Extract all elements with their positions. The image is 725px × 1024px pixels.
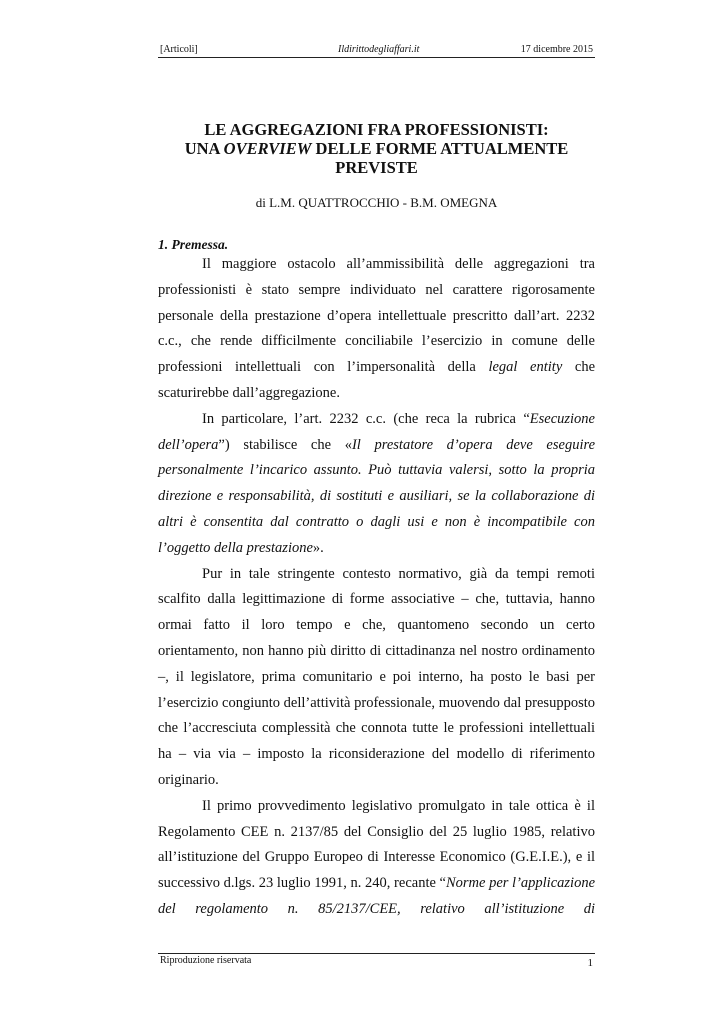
paragraph-2-rubric: Esecuzione dell’opera (158, 410, 595, 453)
title-line-2-italic: OVERVIEW (223, 139, 312, 158)
paragraph-2-text-c: ”) stabilisce che « (218, 436, 352, 453)
article-title (158, 120, 595, 177)
paragraph-1-text-a: Il maggiore ostacolo all’ammissibilità delle aggregazioni tra professionisti è stato sempre individuato nel carattere rigorosamente personale della prestazione d’opera intellettuale prescritto dall’art. 2232 c.c., che rende difficilmente conciliabile l’esercizio in comune delle professioni intellettuali con l’impersonalità della (158, 256, 595, 376)
paragraph-4-text-a: Il primo provvedimento legislativo promulgato in tale ottica è il Regolamento CEE n. 2137/85 del Consiglio del 25 luglio 1985, relativo all’istituzione del Gruppo Europeo di Interesse Economico (G.E.I.E.), e il successivo d.lgs. 23 luglio 1991, n. 240, recante “ (158, 797, 595, 892)
article-body (158, 252, 595, 923)
title-line-3: PREVISTE (335, 158, 418, 177)
title-line-1: LE AGGREGAZIONI FRA PROFESSIONISTI: (204, 120, 549, 139)
header-site-name: Ildirittodegliaffari.it (338, 44, 420, 55)
title-line-2 (158, 139, 595, 158)
title-line-2-pre: UNA (184, 139, 224, 158)
page-number: 1 (587, 957, 593, 969)
page-footer (158, 953, 595, 969)
paragraph-1-text-c: che scaturirebbe dall’aggregazione. (158, 359, 596, 401)
paragraph-2-quotation: Il prestatore d’opera deve eseguire personalmente l’incarico assunto. Può tuttavia valersi, sotto la propria direzione e responsabilità, di sostituti e ausiliari, se la collaborazione di altri è consentita dal contratto o dagli usi e non è incompatibile con l’oggetto della prestazione (158, 436, 596, 556)
paragraph-1-italic: legal entity (488, 359, 563, 376)
paragraph-2 (158, 407, 595, 562)
paragraph-2-text-e: ». (312, 539, 324, 556)
header-date: 17 dicembre 2015 (520, 44, 593, 55)
paragraph-4-italic: Norme per l’applicazione del regolamento n. 85/2137/CEE, relativo all’istituzione di (158, 875, 596, 917)
header-section-label: [Articoli] (160, 44, 198, 55)
page-header (158, 43, 595, 58)
title-line-2-post: DELLE FORME ATTUALMENTE (311, 139, 569, 158)
paragraph-1 (158, 252, 595, 407)
paragraph-2-text-a: In particolare, l’art. 2232 c.c. (che reca la rubrica “ (202, 410, 530, 427)
paragraph-4 (158, 794, 595, 923)
article-authors: di L.M. QUATTROCCHIO - B.M. OMEGNA (255, 195, 498, 210)
section-heading: 1. Premessa. (158, 237, 229, 252)
paragraph-3: Pur in tale stringente contesto normativo, già da tempi remoti scalfito dalla legittimazione di forme associative – che, tuttavia, hanno ormai fatto il loro tempo e che, quantomeno secondo un certo orientamento, non hanno più diritto di cittadinanza nel nostro ordinamento –, il legislatore, prima comunitario e poi interno, ha posto le basi per l’esercizio congiunto dell’attività professionale, muovendo dal presupposto che l’accresciuta complessità che connota tutte le professioni intellettuali ha – via via – imposto la riconsiderazione del modello di riferimento originario. (158, 565, 595, 788)
footer-copyright: Riproduzione riservata (160, 955, 252, 966)
